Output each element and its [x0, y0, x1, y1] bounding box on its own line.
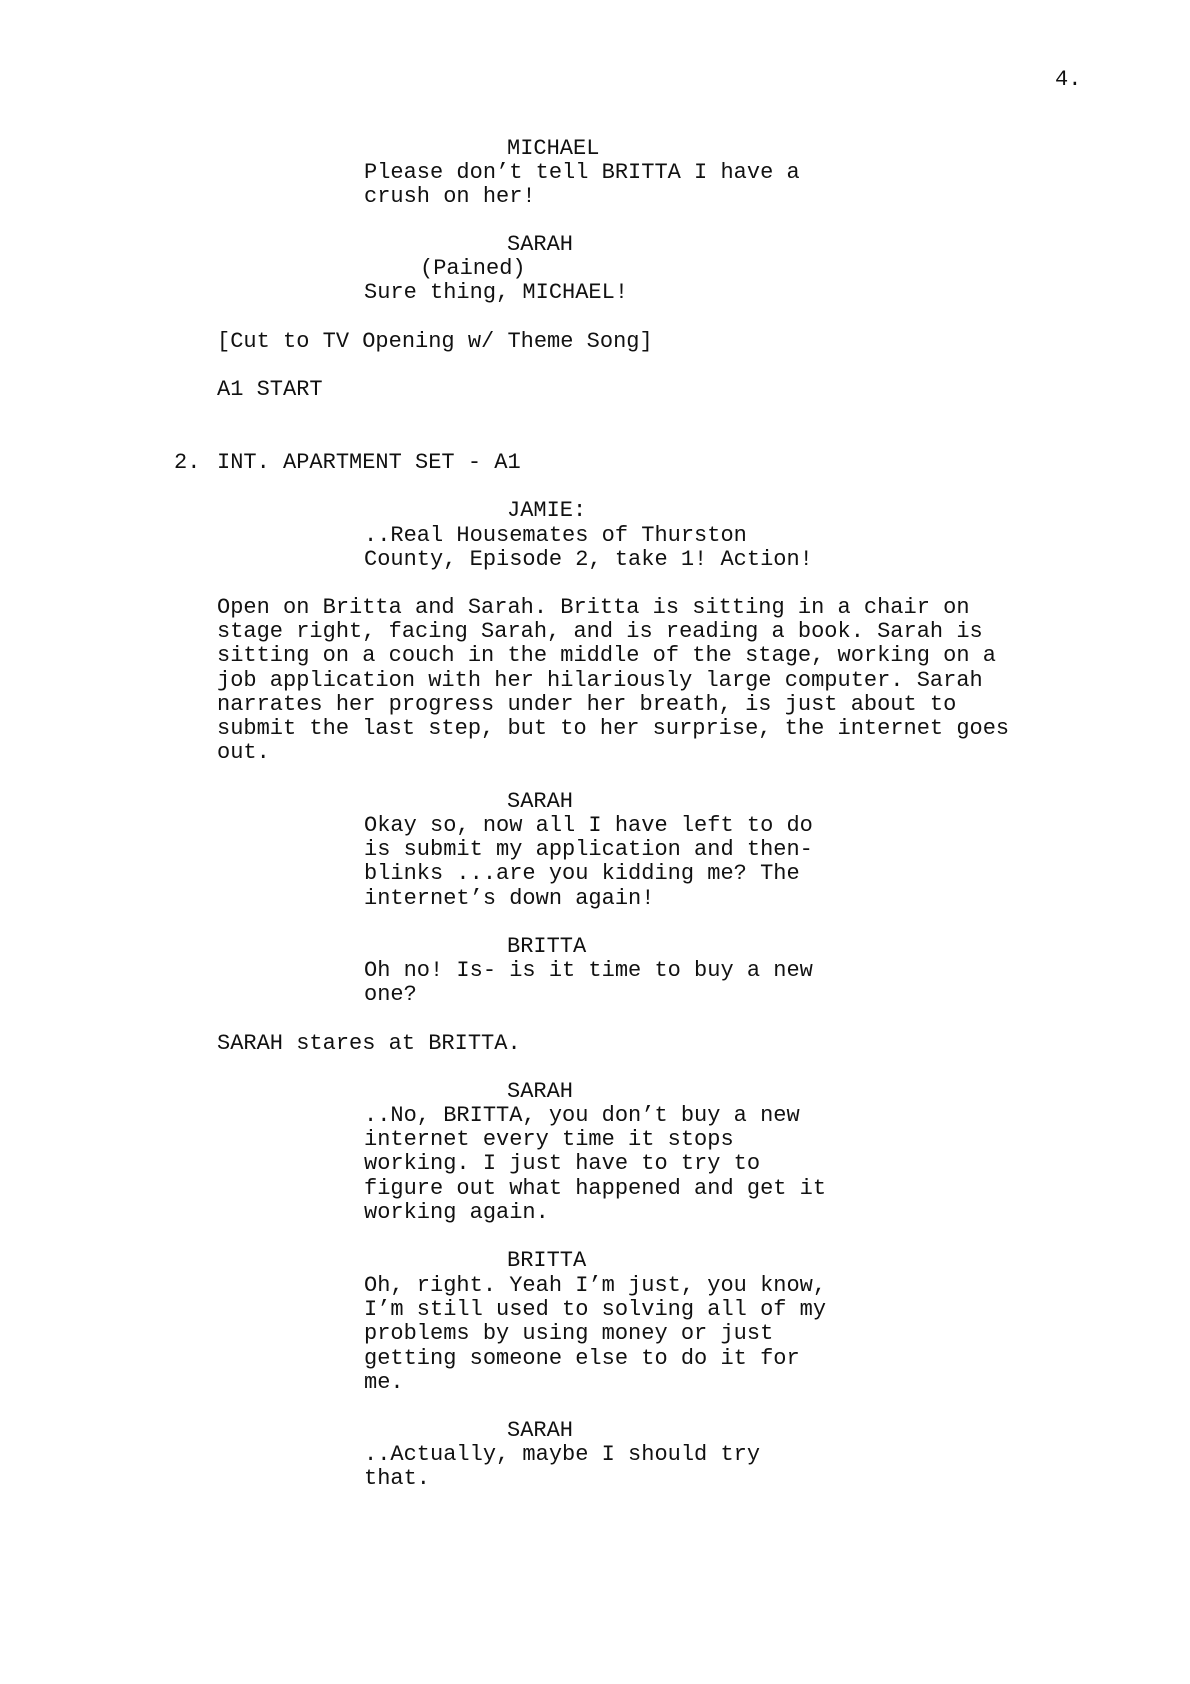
action-line: A1 START — [217, 377, 323, 402]
dialogue: Oh, right. Yeah I’m just, you know, I’m still used to solving all of my problems by using money or just getting someone else to do it for me. — [364, 1273, 827, 1395]
scene-heading: INT. APARTMENT SET - A1 — [217, 450, 521, 475]
action-paragraph: Open on Britta and Sarah. Britta is sitting in a chair on stage right, facing Sarah, and is reading a book. Sarah is sitting on a couch in the middle of the stage, working on a job application with her hilariously large computer. Sarah narrates her progress under her breath, is just about to submit the last step, but to her surprise, the internet goes out. — [217, 595, 1010, 766]
scene-number: 2. — [174, 450, 201, 475]
character-name: BRITTA — [507, 1248, 587, 1273]
dialogue: Oh no! Is- is it time to buy a new one? — [364, 958, 813, 1008]
page-number: 4. — [1055, 67, 1082, 92]
action-line: [Cut to TV Opening w/ Theme Song] — [217, 329, 653, 354]
dialogue: ..No, BRITTA, you don’t buy a new internet every time it stops working. I just have to try to figure out what happened and get it working again. — [364, 1103, 827, 1225]
action-line: SARAH stares at BRITTA. — [217, 1031, 521, 1056]
character-name: JAMIE: — [507, 498, 587, 523]
dialogue: Sure thing, MICHAEL! — [364, 280, 629, 305]
character-name: BRITTA — [507, 934, 587, 959]
character-name: SARAH — [507, 1418, 574, 1443]
character-name: SARAH — [507, 232, 574, 257]
character-name: MICHAEL — [507, 136, 600, 161]
parenthetical: (Pained) — [420, 256, 526, 281]
character-name: SARAH — [507, 1079, 574, 1104]
character-name: SARAH — [507, 789, 574, 814]
dialogue: Please don’t tell BRITTA I have a crush on her! — [364, 160, 800, 210]
dialogue: Okay so, now all I have left to do is submit my application and then- blinks ...are you kidding me? The internet’s down again! — [364, 813, 813, 911]
dialogue: ..Actually, maybe I should try that. — [364, 1442, 761, 1492]
dialogue: ..Real Housemates of Thurston County, Episode 2, take 1! Action! — [364, 523, 813, 573]
